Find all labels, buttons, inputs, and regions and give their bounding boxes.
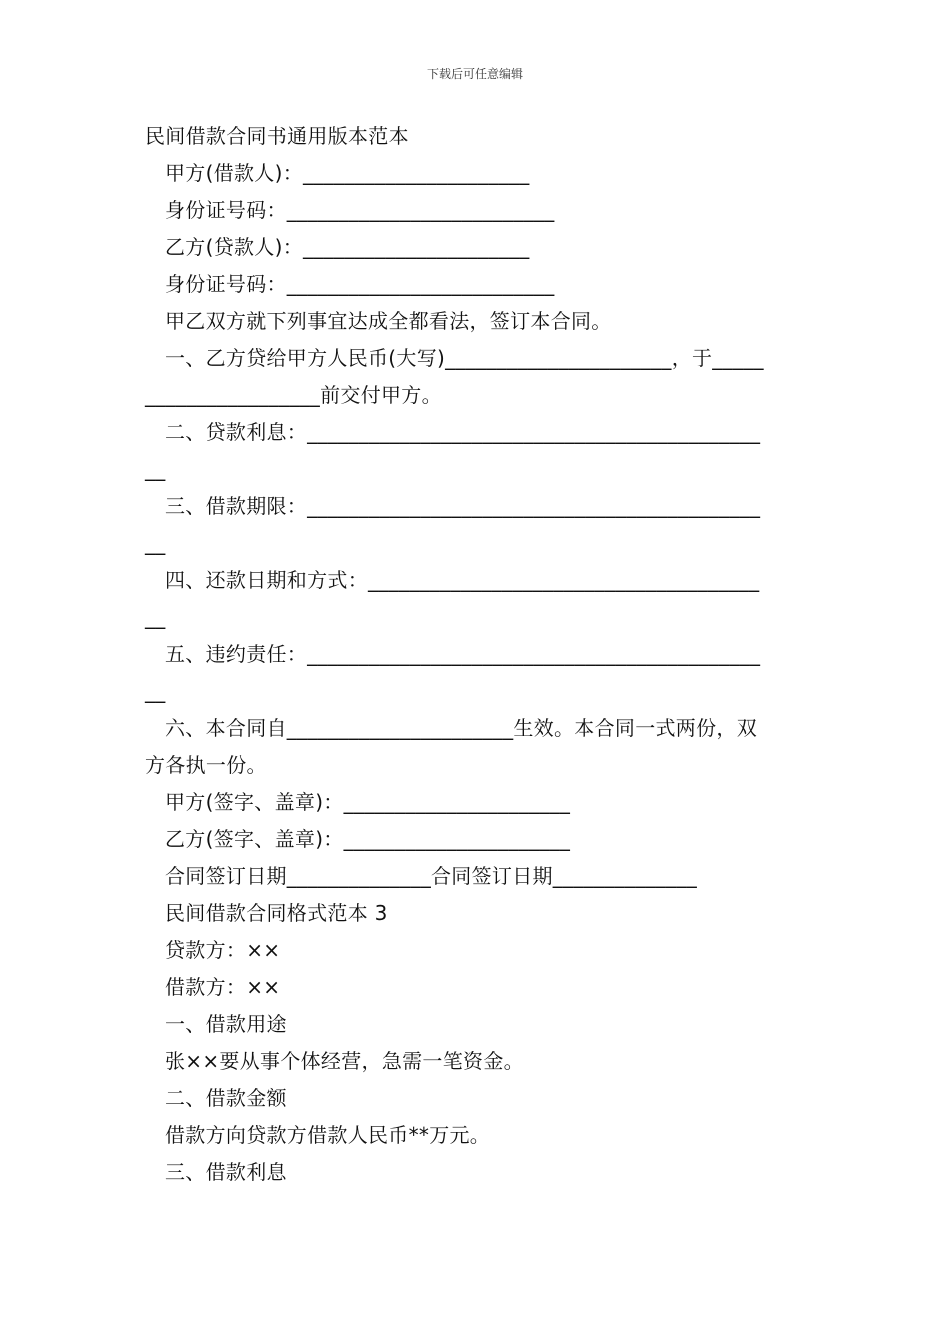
lender-line: 乙方(贷款人)：______________________ [165,235,530,259]
agreement-intro: 甲乙双方就下列事宜达成全都看法，签订本合同。 [165,309,612,333]
clause-6-line-2: 方各执一份。 [145,753,267,777]
section-amount-heading: 二、借款金额 [165,1086,287,1110]
second-sample-title: 民间借款合同格式范本 3 [165,901,388,925]
clause-5-line-2: __ [145,679,166,703]
clause-2-line-1: 二、贷款利息：____________________________________________ [165,420,761,444]
signing-date-line: 合同签订日期______________合同签订日期______________ [165,864,697,888]
clause-3-line-1: 三、借款期限：____________________________________________ [165,494,761,518]
borrower-signature-line: 甲方(签字、盖章)：______________________ [165,790,571,814]
header-note: 下载后可任意编辑 [426,67,523,81]
section-purpose-text: 张××要从事个体经营，急需一笔资金。 [165,1049,524,1073]
section-purpose-heading: 一、借款用途 [165,1012,287,1036]
document-title: 民间借款合同书通用版本范本 [145,124,409,148]
clause-4-line-2: __ [145,605,166,629]
clause-1-line-1: 一、乙方贷给甲方人民币(大写)______________________，于_____ [165,346,764,370]
section-amount-text: 借款方向贷款方借款人民币**万元。 [165,1123,491,1147]
lender-signature-line: 乙方(签字、盖章)：______________________ [165,827,571,851]
clause-1-line-2: _________________前交付甲方。 [145,383,442,407]
clause-5-line-1: 五、违约责任：____________________________________________ [165,642,761,666]
document-body [145,118,810,1191]
lender-id-line: 身份证号码：__________________________ [165,272,555,296]
section-interest-heading: 三、借款利息 [165,1160,287,1184]
clause-3-line-2: __ [145,531,166,555]
clause-6-line-1: 六、本合同自______________________生效。本合同一式两份，双 [165,716,757,740]
borrower-party-line: 借款方：×× [165,975,281,999]
borrower-id-line: 身份证号码：__________________________ [165,198,555,222]
clause-2-line-2: __ [145,457,166,481]
borrower-line: 甲方(借款人)：______________________ [165,161,530,185]
clause-4-line-1: 四、还款日期和方式：______________________________________ [165,568,760,592]
lender-party-line: 贷款方：×× [165,938,281,962]
